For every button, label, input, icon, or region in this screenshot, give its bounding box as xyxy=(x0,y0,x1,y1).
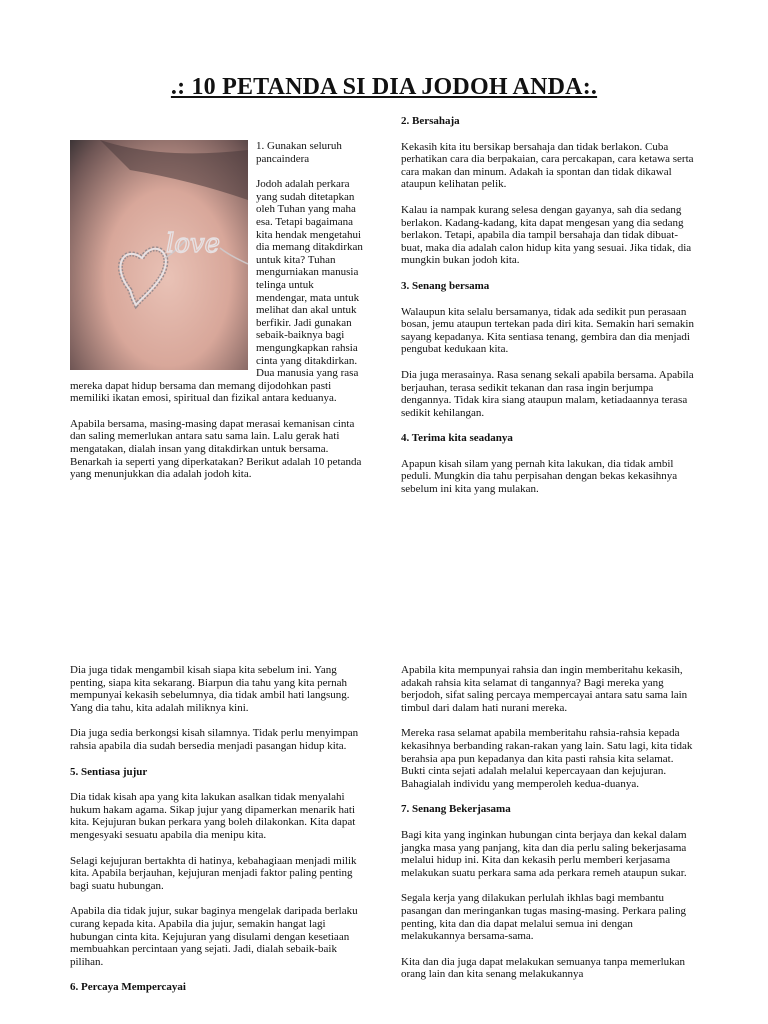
paragraph: Kekasih kita itu bersikap bersahaja dan tidak berlakon. Cuba perhatikan cara dia berpakaian, cara percakapan, cara ketawa serta cara makan dan minum. Adakah ia spontan dan tidak dikawal ataupun kelihatan pelik. xyxy=(401,140,694,191)
section-heading: 6. Percaya Mempercayai xyxy=(70,981,186,994)
paragraph: Apabila bersama, masing-masing dapat merasai kemanisan cinta dan saling memerlukan antara satu sama lain. Lalu gerak hati mengatakan, dialah insan yang ditakdirkan untuk bersama. Benarkah ia seperti yang diperkatakan? Berikut adalah 10 petanda yang menunjukkan dia adalah jodoh kita. xyxy=(70,417,362,481)
top-right-column xyxy=(401,115,698,509)
paragraph: Dia juga sedia berkongsi kisah silamnya. Tidak perlu menyimpan rahsia apabila dia sudah bersedia menjadi pasangan hidup kita. xyxy=(70,727,359,752)
heart-pendant-icon xyxy=(70,140,248,370)
bottom-left-column xyxy=(70,664,365,1007)
paragraph: Apabila dia tidak jujur, sukar baginya mengelak daripada berlaku curang kepada kita. Apabila dia jujur, semakin hangat lagi hubungan cinta kita. Kejujuran yang disulami dengan kesetiaan membuahkan percintaan yang sejati. Jadi, dialah sebaik-baik pilihan. xyxy=(70,905,358,968)
paragraph: Apapun kisah silam yang pernah kita lakukan, dia tidak ambil peduli. Mungkin dia tahu perpisahan dengan bekas kekasihnya sebelum ini kita yang mulakan. xyxy=(401,457,678,496)
paragraph: Mereka rasa selamat apabila memberitahu rahsia-rahsia kepada kekasihnya berbanding rakan-rakan yang lain. Satu lagi, kita tidak berahsia apa pun kepadanya dan kita pasti rahsia kita selamat. Bukti cinta sejati adalah melalui kepercayaan dan kejujuran. Bahagialah individu yang memperoleh kedua-duanya. xyxy=(401,727,693,790)
svg-text:love: love xyxy=(166,229,221,259)
section-heading: 2. Bersahaja xyxy=(401,115,460,127)
section-heading: 5. Sentiasa jujur xyxy=(70,765,148,778)
paragraph: Dia tidak kisah apa yang kita lakukan asalkan tidak menyalahi hukum hakam agama. Sikap jujur yang dipamerkan menarik hati kita. Kejujuran bukan perkara yang boleh dilakonkan. Kita dapat mengesyaki sesuatu apabila dia menipu kita. xyxy=(70,791,356,841)
page-title: .: 10 PETANDA SI DIA JODOH ANDA:. xyxy=(170,74,598,100)
paragraph: Apabila kita mempunyai rahsia dan ingin memberitahu kekasih, adakah rahsia kita selamat di tangannya? Bagi mereka yang berjodoh, sifat saling percaya mempercayai antara satu sama lain timbul dari dalam hati nurani mereka. xyxy=(401,664,688,714)
paragraph: Kalau ia nampak kurang selesa dengan gayanya, sah dia sedang berlakon. Kadang-kadang, kita dapat mengesan yang dia sedang berlakon. Tetapi, apabila dia tampil bersahaja dan tidak dibuat-buat, maka dia adalah calon hidup kita yang sesuai. Jika tidak, dia mungkin bukan jodoh kita. xyxy=(401,203,692,267)
paragraph: Bagi kita yang inginkan hubungan cinta berjaya dan kekal dalam jangka masa yang panjang, kita dan dia perlu saling bekerjasama melalui hidup ini. Kita dan kekasih perlu memberi kerjasama melakukan suatu perkara sama ada perkara remeh ataupun sukar. xyxy=(401,828,687,879)
love-heart-photo xyxy=(70,140,248,370)
top-left-column xyxy=(70,140,365,494)
paragraph: Dia juga tidak mengambil kisah siapa kita sebelum ini. Yang penting, siapa kita sekarang. Biarpun dia tahu yang kita pernah mempunyai kekasih sebelumnya, dia tidak ambil hati langsung. Yang dia tahu, kita adalah miliknya kini. xyxy=(70,664,350,714)
paragraph: Jodoh adalah perkara yang sudah ditetapkan oleh Tuhan yang maha esa. Tetapi bagaimana kita hendak mengetahui dia memang ditakdirkan untuk kita? Tuhan mengurniakan manusia telinga untuk mendengar, mata untuk melihat dan akal untuk berfikir. Jadi gunakan sebaik-baiknya bagi mengungkapkan rahsia cinta yang ditakdirkan. Dua manusia yang rasa mereka dapat hidup bersama dan memang dijodohkan pasti memiliki ikatan emosi, spiritual dan fizikal antara keduanya. xyxy=(70,178,363,405)
paragraph: Selagi kejujuran bertakhta di hatinya, kebahagiaan menjadi milik kita. Apabila berjauhan, kejujuran menjadi faktor paling penting bagi suatu hubungan. xyxy=(70,854,357,892)
paragraph: Dia juga merasainya. Rasa senang sekali apabila bersama. Apabila berjauhan, terasa sedikit tekanan dan rasa ingin berjumpa dengannya. Tidak kira siang ataupun malam, ketiadaannya terasa sedikit kehilangan. xyxy=(401,368,694,419)
paragraph: Kita dan dia juga dapat melakukan semuanya tanpa memerlukan orang lain dan kita senang melakukannya xyxy=(401,955,686,981)
paragraph: Segala kerja yang dilakukan perlulah ikhlas bagi membantu pasangan dan meringankan tugas masing-masing. Perkara paling penting, kita dan dia dapat melalui semua ini dengan melakukannya bersama-sama. xyxy=(401,892,687,943)
paragraph: Walaupun kita selalu bersamanya, tidak ada sedikit pun perasaan bosan, jemu ataupun tertekan pada diri kita. Semakin hari semakin sayang kepadanya. Kita sentiasa tenang, gembira dan dia menjadi pengubat kedukaan kita. xyxy=(401,305,694,356)
section-heading: 3. Senang bersama xyxy=(401,279,490,292)
bottom-right-column xyxy=(401,664,698,994)
section-heading: 4. Terima kita seadanya xyxy=(401,432,513,445)
intro-heading: 1. Gunakan seluruh pancaindera xyxy=(256,140,342,165)
section-heading: 7. Senang Bekerjasama xyxy=(401,803,511,816)
